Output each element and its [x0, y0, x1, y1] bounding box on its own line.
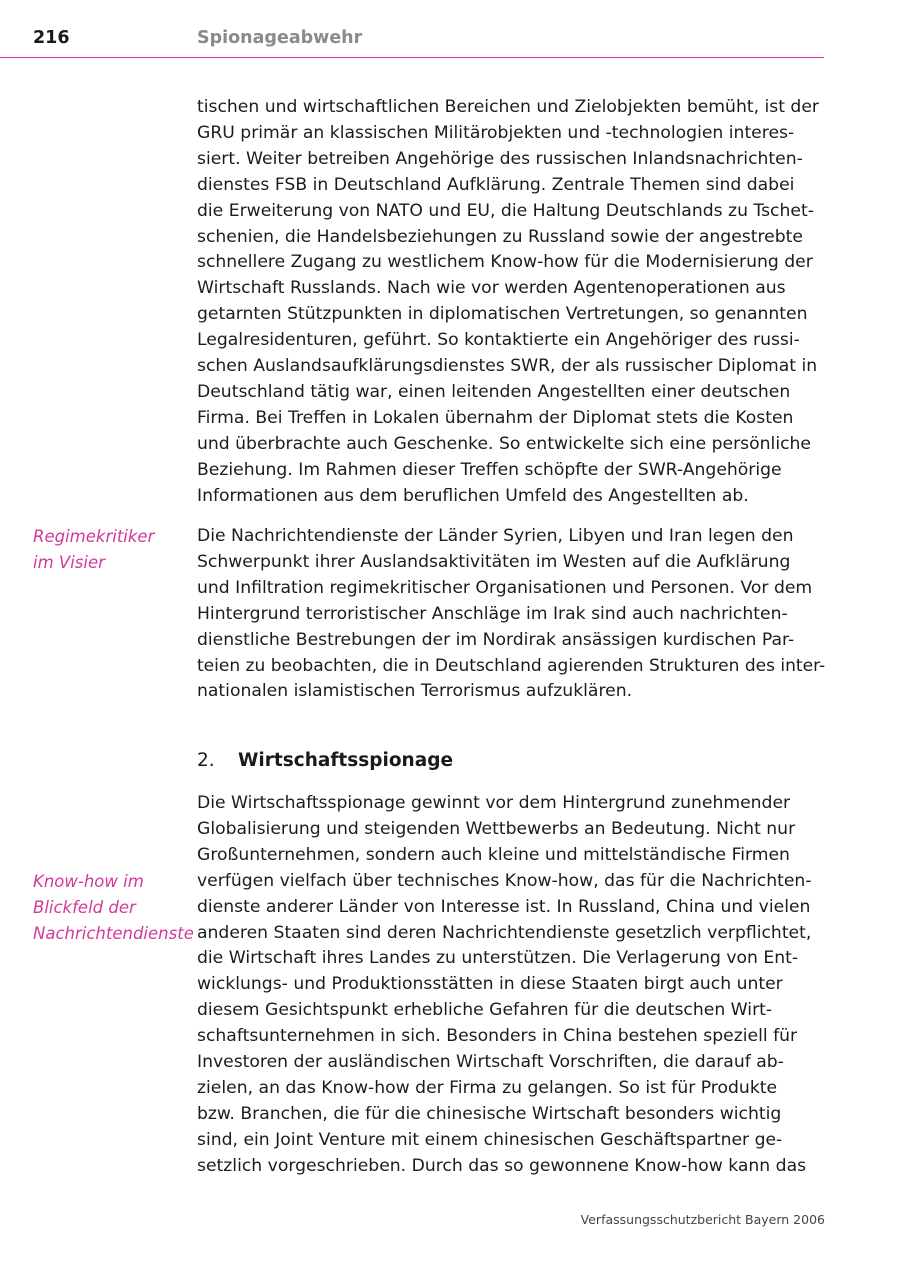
- text-line: Die Nachrichtendienste der Länder Syrien, Libyen und Iran legen den: [197, 526, 794, 546]
- text-line: nationalen islamistischen Terrorismus aufzuklären.: [197, 681, 633, 702]
- text-line: getarnten Stützpunkten in diplomatischen Vertretungen, so genannten: [197, 304, 808, 325]
- text-line: zielen, an das Know-how der Firma zu gelangen. So ist für Produkte: [197, 1077, 778, 1098]
- text-line: Großunternehmen, sondern auch kleine und mittelständische Firmen: [197, 844, 790, 865]
- text-line: und überbrachte auch Geschenke. So entwickelte sich eine persönliche: [197, 433, 812, 454]
- section-title: Wirtschaftsspionage: [238, 750, 453, 771]
- text-line: schnellere Zugang zu westlichem Know-how für die Modernisierung der: [197, 252, 813, 273]
- text-line: Firma. Bei Treffen in Lokalen übernahm der Diplomat stets die Kosten: [197, 407, 794, 428]
- text-line: Wirtschaft Russlands. Nach wie vor werden Agentenoperationen aus: [197, 278, 786, 299]
- marginal-note-know-how: [33, 869, 194, 947]
- text-line: die Erweiterung von NATO und EU, die Haltung Deutschlands zu Tschet-: [197, 200, 814, 221]
- text-line: Blickfeld der: [33, 897, 136, 917]
- page-header: [0, 0, 824, 58]
- text-line: Schwerpunkt ihrer Auslandsaktivitäten im Westen auf die Aufklärung: [197, 551, 791, 572]
- text-line: verfügen vielfach über technisches Know-how, das für die Nachrichten-: [197, 870, 812, 891]
- text-line: im Visier: [33, 552, 105, 572]
- text-line: Legalresidenturen, geführt. So kontaktierte ein Angehöriger des russi-: [197, 330, 800, 351]
- text-line: schaftsunternehmen in sich. Besonders in China bestehen speziell für: [197, 1026, 798, 1047]
- page-footer: Verfassungsschutzbericht Bayern 2006: [580, 1212, 825, 1227]
- text-line: dienstes FSB in Deutschland Aufklärung. Zentrale Themen sind dabei: [197, 174, 795, 195]
- paragraph-russian-intelligence: [197, 95, 825, 510]
- text-line: und Infiltration regimekritischer Organisationen und Personen. Vor dem: [197, 577, 813, 598]
- text-line: bzw. Branchen, die für die chinesische Wirtschaft besonders wichtig: [197, 1103, 782, 1124]
- paragraph-economic-espionage: [197, 791, 825, 1180]
- text-line: GRU primär an klassischen Militärobjekten und -technologien interes-: [197, 122, 795, 143]
- text-line: dienste anderer Länder von Interesse ist. In Russland, China und vielen: [197, 896, 811, 917]
- text-line: tischen und wirtschaftlichen Bereichen und Zielobjekten bemüht, ist der: [197, 97, 819, 117]
- section-number: 2.: [197, 750, 215, 771]
- text-line: anderen Staaten sind deren Nachrichtendienste gesetzlich verpflichtet,: [197, 922, 812, 943]
- text-line: schen Auslandsaufklärungsdienstes SWR, der als russischer Diplomat in: [197, 356, 818, 377]
- marginal-note-regime-critics: [33, 524, 154, 576]
- paragraph-syria-libya-iran: [197, 524, 825, 705]
- text-line: Investoren der ausländischen Wirtschaft Vorschriften, die darauf ab-: [197, 1052, 784, 1073]
- text-line: diesem Gesichtspunkt erhebliche Gefahren für die deutschen Wirt-: [197, 1000, 773, 1021]
- text-line: sind, ein Joint Venture mit einem chinesischen Geschäftspartner ge-: [197, 1129, 783, 1150]
- text-line: Know-how im: [33, 872, 144, 891]
- text-line: siert. Weiter betreiben Angehörige des russischen Inlandsnachrichten-: [197, 148, 803, 169]
- text-line: Nachrichtendienste: [33, 923, 194, 943]
- text-line: wicklungs- und Produktionsstätten in diese Staaten birgt auch unter: [197, 974, 783, 995]
- text-line: Die Wirtschaftsspionage gewinnt vor dem Hintergrund zunehmender: [197, 793, 791, 813]
- text-line: teien zu beobachten, die in Deutschland agierenden Strukturen des inter-: [197, 655, 826, 676]
- text-line: Beziehung. Im Rahmen dieser Treffen schöpfte der SWR-Angehörige: [197, 459, 782, 480]
- text-line: Deutschland tätig war, einen leitenden Angestellten einer deutschen: [197, 381, 791, 402]
- text-line: Informationen aus dem beruflichen Umfeld des Angestellten ab.: [197, 485, 749, 506]
- text-line: dienstliche Bestrebungen der im Nordirak ansässigen kurdischen Par-: [197, 629, 795, 650]
- page-number: 216: [33, 28, 70, 48]
- text-line: die Wirtschaft ihres Landes zu unterstützen. Die Verlagerung von Ent-: [197, 948, 799, 969]
- text-line: Globalisierung und steigenden Wettbewerbs an Bedeutung. Nicht nur: [197, 818, 796, 839]
- text-line: Regimekritiker: [33, 527, 155, 546]
- text-line: schenien, die Handelsbeziehungen zu Russland sowie der angestrebte: [197, 226, 803, 247]
- text-line: setzlich vorgeschrieben. Durch das so gewonnene Know-how kann das: [197, 1155, 807, 1176]
- text-line: Hintergrund terroristischer Anschläge im Irak sind auch nachrichten-: [197, 603, 788, 624]
- running-title: Spionageabwehr: [197, 28, 363, 48]
- section-heading: [197, 750, 453, 771]
